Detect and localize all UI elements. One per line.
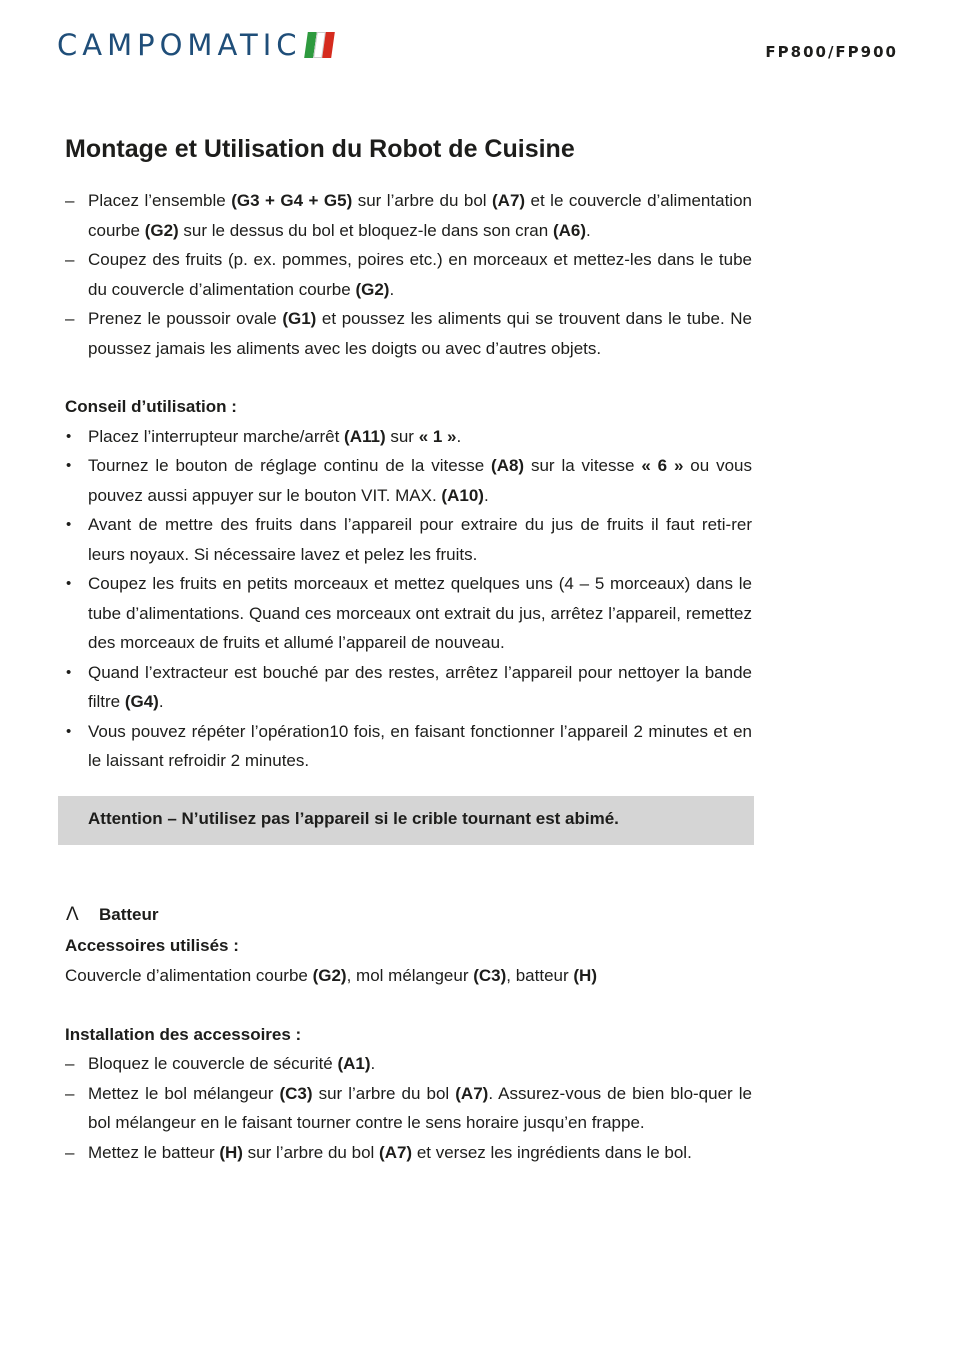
tip-text: [88, 722, 752, 771]
reference-code: (C3): [473, 965, 507, 985]
text-fragment: Placez l’interrupteur marche/arrêt: [88, 426, 345, 446]
install-step: [65, 1138, 752, 1168]
accessories-text: [65, 961, 752, 991]
reference-code: (G2): [312, 965, 347, 985]
reference-code: « 1 »: [418, 426, 457, 446]
text-fragment: .: [456, 426, 462, 446]
caret-icon: Λ: [66, 904, 79, 925]
spacer: [65, 990, 752, 1020]
reference-code: (A8): [491, 456, 525, 475]
text-fragment: Quand l’extracteur est bouché par des restes, arrêtez l’appareil pour nettoyer la bande filtre: [88, 662, 752, 711]
reference-code: (A6): [552, 220, 586, 240]
reference-code: (G2): [144, 220, 179, 240]
italian-flag-icon: [304, 32, 335, 58]
brand-logo: [57, 28, 333, 62]
step-text: [88, 1143, 692, 1162]
reference-code: (C3): [279, 1083, 313, 1103]
step-text: [88, 250, 752, 299]
text-fragment: .: [158, 692, 164, 711]
reference-code: (A7): [379, 1142, 413, 1162]
text-fragment: , batteur: [506, 965, 574, 985]
step-text: [88, 1054, 375, 1073]
install-step: [65, 1079, 752, 1138]
text-fragment: Vous pouvez répéter l’opération10 fois, en faisant fonctionner l’appareil 2 minutes et en le laissant refroidir 2 minutes.: [88, 721, 752, 770]
text-fragment: Tournez le bouton de réglage continu de la vitesse: [88, 456, 492, 475]
reference-code: « 6 »: [641, 456, 684, 475]
text-fragment: ou vous pouvez aussi appuyer sur le bouton VIT. MAX.: [88, 456, 752, 505]
reference-code: (A10): [441, 485, 484, 505]
batteur-section: [65, 931, 752, 1167]
text-fragment: , mol mélangeur: [346, 965, 474, 985]
dash-marker: –: [65, 1142, 75, 1162]
bullet-marker: •: [66, 457, 72, 474]
text-fragment: .: [389, 279, 395, 299]
attention-box: Attention – N’utilisez pas l’appareil si le crible tournant est abimé.: [58, 796, 754, 845]
text-fragment: Mettez le batteur: [88, 1142, 220, 1162]
step-text: [88, 309, 752, 358]
text-fragment: Coupez les fruits en petits morceaux et mettez quelques uns (4 – 5 morceaux) dans le tube d’alimentations. Quand ces morceaux ont extrait du jus, arrêtez l’appareil, remettez des morceaux de fruits et allumé l’appareil de nouveau.: [88, 574, 752, 652]
step-text: [88, 1084, 752, 1133]
tip-text: [88, 515, 752, 564]
text-fragment: Coupez des fruits (p. ex. pommes, poires etc.) en morceaux et mettez-les dans le tube du couvercle d’alimentation courbe: [88, 250, 752, 299]
reference-code: (G4): [124, 692, 159, 711]
text-fragment: . Assurez-vous de bien blo-quer le bol mélangeur en le faisant tourner contre le sens horaire jusqu’en frappe.: [88, 1083, 752, 1132]
brand-name: CAMPOMATIC: [57, 28, 302, 62]
accessories-heading: Accessoires utilisés :: [65, 936, 239, 955]
tip-text: [88, 427, 461, 446]
dash-marker: –: [65, 309, 75, 328]
text-fragment: .: [370, 1054, 376, 1073]
reference-code: (G3 + G4 + G5): [231, 191, 353, 210]
text-fragment: Prenez le poussoir ovale: [88, 309, 283, 328]
reference-code: (G2): [355, 279, 390, 299]
assembly-step: [65, 186, 752, 245]
step-text: [88, 191, 752, 240]
dash-marker: –: [65, 1054, 75, 1073]
text-fragment: Mettez le bol mélangeur: [88, 1083, 280, 1103]
text-fragment: et poussez les aliments qui se trouvent dans le tube. Ne poussez jamais les aliments avec les doigts ou avec d’autres objets.: [88, 309, 753, 358]
reference-code: (G1): [282, 309, 317, 328]
assembly-steps: [65, 186, 752, 363]
text-fragment: sur l’arbre du bol: [312, 1083, 456, 1103]
bullet-marker: •: [66, 427, 72, 445]
tip-item: [65, 422, 752, 452]
text-fragment: Placez l’ensemble: [88, 191, 232, 210]
page-title: Montage et Utilisation du Robot de Cuisine: [65, 135, 575, 163]
batteur-title-row: [66, 900, 159, 930]
text-fragment: et le couvercle d’alimentation courbe: [88, 191, 752, 240]
tip-text: [88, 574, 752, 652]
assembly-step: [65, 304, 752, 363]
tips-section: [65, 392, 752, 776]
tip-item: [65, 510, 752, 569]
text-fragment: .: [586, 220, 591, 240]
reference-code: (A7): [492, 191, 526, 210]
text-fragment: sur: [385, 426, 419, 446]
bullet-marker: •: [66, 575, 72, 592]
tips-heading: Conseil d’utilisation :: [65, 397, 237, 416]
tip-text: [88, 456, 752, 505]
bullet-marker: •: [66, 722, 72, 740]
dash-marker: –: [65, 1083, 75, 1103]
bullet-marker: •: [66, 663, 72, 681]
reference-code: (A11): [344, 426, 386, 446]
text-fragment: et versez les ingrédients dans le bol.: [412, 1142, 692, 1162]
tip-item: [65, 717, 752, 776]
text-fragment: sur l’arbre du bol: [352, 191, 493, 210]
bullet-marker: •: [66, 516, 72, 533]
text-fragment: sur l’arbre du bol: [242, 1142, 380, 1162]
text-fragment: sur la vitesse: [524, 456, 642, 475]
assembly-step: [65, 245, 752, 304]
text-fragment: sur le dessus du bol et bloquez-le dans son cran: [178, 220, 553, 240]
tip-item: [65, 451, 752, 510]
text-fragment: Couvercle d’alimentation courbe: [65, 965, 313, 985]
reference-code: (A7): [455, 1083, 489, 1103]
model-number: FP800/FP900: [765, 43, 898, 61]
reference-code: (H): [573, 965, 597, 985]
batteur-title: Batteur: [99, 905, 159, 924]
text-fragment: Avant de mettre des fruits dans l’appareil pour extraire du jus de fruits il faut reti-rer leurs noyaux. Si nécessaire lavez et pelez les fruits.: [88, 515, 752, 564]
install-heading: Installation des accessoires :: [65, 1024, 302, 1044]
dash-marker: –: [65, 191, 75, 210]
reference-code: (H): [219, 1142, 243, 1162]
tip-item: [65, 658, 752, 717]
tip-text: [88, 663, 752, 712]
reference-code: (A1): [337, 1054, 371, 1073]
text-fragment: .: [483, 485, 489, 505]
tip-item: [65, 569, 752, 658]
dash-marker: –: [65, 250, 75, 269]
install-step: [65, 1049, 752, 1079]
text-fragment: Bloquez le couvercle de sécurité: [88, 1054, 338, 1073]
